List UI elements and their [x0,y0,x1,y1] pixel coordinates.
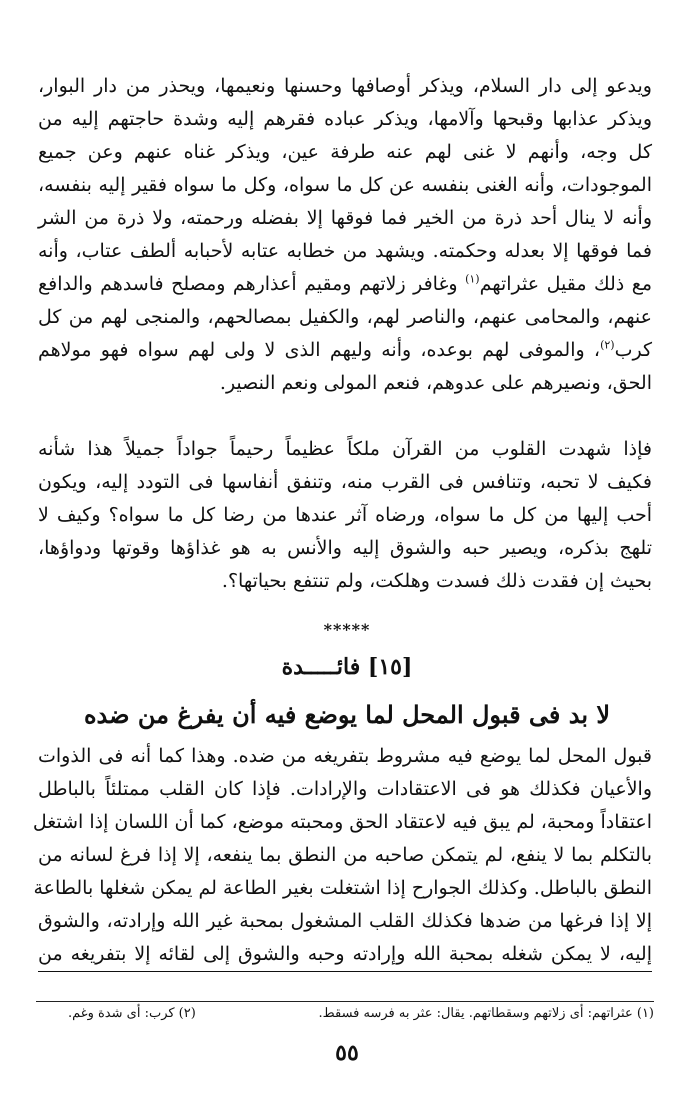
text-line [38,334,652,367]
text-line: كل وجه، وأنهم لا غنى لهم عنه طرفة عين، ويذكر غناه عنهم وعن جميع [38,141,652,163]
page-number: ٥٥ [335,1040,359,1066]
text-line: والأعيان فكذلك هو فى الاعتقادات والإرادات. فإذا كان القلب ممتلئاً بالباطل [38,778,652,800]
text-fragment: مع ذلك مقيل عثراتهم [479,273,652,295]
footnote-1: (١) عثراتهم: أى زلاتهم وسقطاتهم. يقال: عثر به فرسه فسقط. [318,1006,654,1021]
paragraph-1 [38,70,652,400]
text-line: فكيف لا تحبه، وتنافس فى القرب منه، وتنفق أنفاسها فى التودد إليه، ويكون [38,471,652,493]
footnote-marker-1: (١) [465,272,480,286]
footnote-marker-2: (٢) [600,338,615,352]
text-line: ويذكر عذابها وقبحها وآلامها، ويذكر عباده فقرهم إليه وشدة حاجتهم إليه من [38,108,652,130]
footnote-2: (٢) كرب: أى شدة وغم. [68,1006,196,1021]
text-line: بحيث إن فقدت ذلك فسدت وهلكت، ولم تنتفع بحياتها؟. [221,570,652,592]
faida-title: لا بد فى قبول المحل لما يوضع فيه أن يفرغ من ضده [83,700,611,729]
text-fragment: وغافر زلاتهم ومقيم أعذارهم ومصلح فاسدهم والدافع [38,273,466,295]
text-line: النطق بالباطل. وكذلك الجوارح إذا اشتغلت بغير الطاعة لم يمكن شغلها بالطاعة [33,877,652,899]
text-line: أحب إليها من كل ما سواه، ورضاه آثر عندها من رضا كل ما سواه؟ وكيف لا [38,504,652,526]
text-line: إلا إذا فرغها من ضدها فكذلك القلب المشغول بمحبة غير الله وإرادته، والشوق [38,910,652,932]
text-line: اعتقاداً ومحبة، لم يبق فيه لاعتقاد الحق ومحبته موضع، كما أن اللسان إذا اشتغل [32,811,652,833]
text-line: تلهج بذكره، ويصير حبه والشوق إليه والأنس به هو غذاؤها وقوتها ودواؤها، [38,537,652,559]
paragraph-3 [32,740,652,972]
text-line: قبول المحل لما يوضع فيه مشروط بتفريغه من ضده. وهذا كما أنه فى الذوات [38,745,652,767]
faida-heading: [١٥] فائـــــدة [281,654,413,680]
paragraph-2 [38,433,652,598]
text-fragment: كرب [614,339,652,361]
text-line [38,268,652,301]
text-line: الحق، ونصيرهم على عدوهم، فنعم المولى ونعم النصير. [219,372,652,394]
text-line: الموجودات، وأنه الغنى بنفسه عن كل ما سواه، وكل ما سواه فقير إليه بنفسه، [38,174,652,196]
text-line: وأنه لا ينال أحد ذرة من الخير فما فوقها إلا بفضله ورحمته، ولا ذرة من الشر [38,207,652,229]
text-fragment: ، والموفى لهم بوعده، وأنه وليهم الذى لا ولى لهم سواه فهو مولاهم [38,339,601,361]
text-line: عنهم، والمحامى عنهم، والناصر لهم، والكفيل بمصالحهم، والمنجى لهم من كل [38,306,652,328]
text-line: فإذا شهدت القلوب من القرآن ملكاً عظيماً رحيماً جواداً جميلاً هذا شأنه [38,438,652,460]
text-line: بالتكلم بما لا ينفع، لم يتمكن صاحبه من النطق بما ينفعه، إلا إذا فرغ لسانه من [38,844,652,866]
text-line: ويدعو إلى دار السلام، ويذكر أوصافها وحسنها ونعيمها، ويحذر من دار البوار، [38,75,652,97]
text-line: إليه، لا يمكن شغله بمحبة الله وإرادته وحبه والشوق إلى لقائه إلا بتفريغه من [38,938,652,972]
text-line: فما فوقها إلا بعدله وحكمته. ويشهد من خطابه عتابه لأحبابه ألطف عتاب، وأنه [38,240,652,262]
footnote-divider [36,1001,654,1002]
section-separator: ***** [323,620,371,639]
